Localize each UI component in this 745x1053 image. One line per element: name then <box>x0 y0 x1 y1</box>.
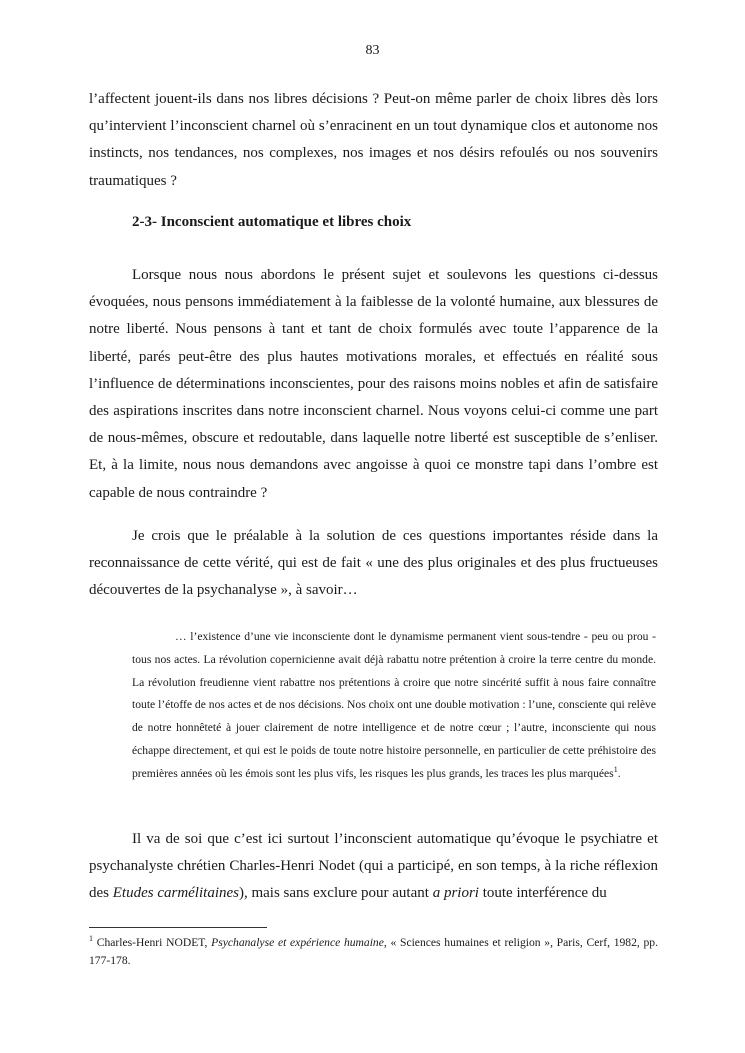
quote-end: . <box>617 766 621 780</box>
body-paragraph-2: Je crois que le préalable à la solution de ces questions importantes réside dans la reconnaissance de cette vérité, qui est de fait « une des plus originales et des plus fructueuses découvertes de la psychanalyse », à savoir… <box>89 528 658 599</box>
footnote-author: Charles-Henri NODET, <box>93 936 212 949</box>
block-quote <box>132 626 656 786</box>
footnote <box>89 934 658 970</box>
footnote-title: Psychanalyse et expérience humaine <box>211 936 384 949</box>
body-paragraph-3 <box>89 826 658 908</box>
block-quote-text <box>132 626 656 786</box>
continuation-paragraph: l’affectent jouent-ils dans nos libres décisions ? Peut-on même parler de choix libres dès lors qu’intervient l’inconscient charnel où s’enracinent en un tout dynamique clos et autonome nos instincts, nos tendances, nos complexes, nos images et nos désirs refoulés ou nos souvenirs traumatiques ? <box>89 91 658 189</box>
footnote-mark: 1 <box>89 934 93 944</box>
p3-text-b: ), mais sans exclure pour autant <box>238 885 433 902</box>
p3-text-c: toute interférence du <box>478 885 607 902</box>
p3-text-a: Il va de soi que c’est ici surtout l’inconscient automatique qu’évoque le psychiatre et psychanalyste chrétien Charles-Henri Nodet (qui a participé, en son temps, à la riche réflexion des <box>89 831 658 902</box>
page-number: 83 <box>365 43 380 58</box>
p3-italic-latin: a priori <box>432 885 479 902</box>
quote-body: … l’existence d’une vie inconsciente dont le dynamisme permanent vient sous-tendre - peu ou prou - tous nos actes. La révolution copernicienne avait déjà rabattu notre prétention à croire la terre centre du monde. La révolution freudienne vient rabattre nos prétentions à croire que notre sincérité suffit à nous faire connaître toute l’étoffe de nos actes et de nos décisions. Nos choix ont une double motivation : l’une, consciente qui relève de notre honnêteté à jouer clairement de notre intelligence et de notre cœur ; l’autre, inconsciente qui nous échappe directement, et qui est le poids de toute notre histoire personnelle, en particulier de cette préhistoire des premières années où les émois sont les plus vifs, les risques les plus grands, les traces les plus marquées <box>132 630 656 780</box>
body-paragraph-1: Lorsque nous nous abordons le présent sujet et soulevons les questions ci-dessus évoquées, nous pensons immédiatement à la faiblesse de la volonté humaine, aux blessures de notre liberté. Nous pensons à tant et tant de choix formulés avec toute l’apparence de la liberté, parés peut-être des plus hautes motivations morales, et effectués en réalité sous l’influence de déterminations inconscientes, pour des raisons moins nobles et afin de satisfaire des aspirations inscrites dans notre inconscient charnel. Nous voyons celui-ci comme une part de nous-mêmes, obscure et redoutable, dans laquelle notre liberté est susceptible de s’enliser. Et, à la limite, nous nous demandons avec angoisse à quoi ce monstre tapi dans l’ombre est capable de nous contraindre ? <box>89 267 658 501</box>
footnote-reference[interactable]: 1 <box>613 764 618 774</box>
section-heading: 2-3- Inconscient automatique et libres choix <box>132 214 412 230</box>
footnote-rest: , « Sciences humaines et religion », Paris, Cerf, 1982, pp. 177-178. <box>89 936 658 967</box>
p3-italic-title: Etudes carmélitaines <box>112 885 239 902</box>
footnote-separator <box>89 927 267 928</box>
